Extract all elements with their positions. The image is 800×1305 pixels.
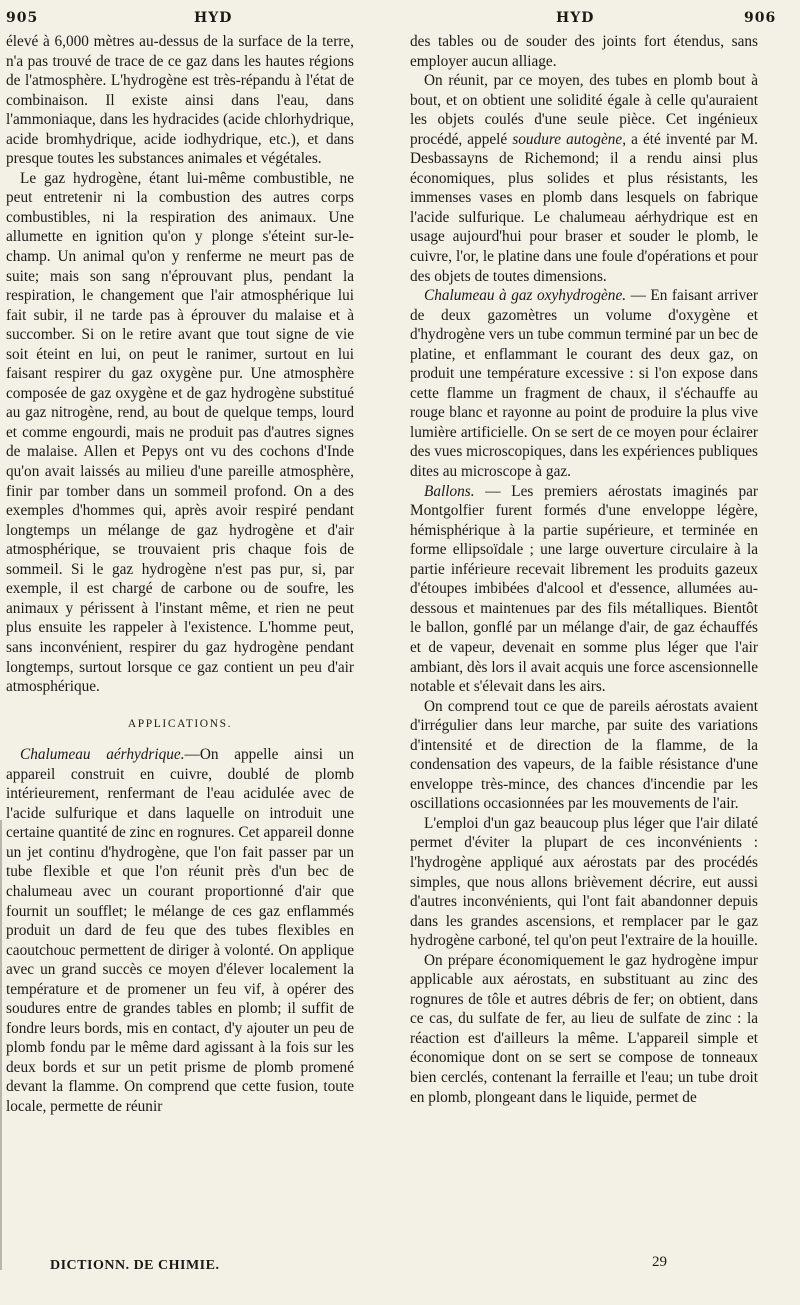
- signature-mark: 29: [652, 1254, 667, 1270]
- paragraph: [6, 745, 354, 1116]
- paragraph: [410, 71, 758, 286]
- right-column: [410, 32, 758, 1107]
- italic-term: soudure autogène: [512, 130, 623, 148]
- right-running-head: HYD: [556, 10, 595, 26]
- left-page-number: 905: [6, 10, 39, 26]
- entry-text: , a été inventé par M. Desbassayns de Richemond; il a rendu ainsi plus économiques, plus solides et plus résistants, les immenses vases en plomb dans lesquels on fabrique l'acide sulfurique. Le chalumeau aérhydrique est en usage aujourd'hui pour braser et souder le plomb, le cuivre, l'or, le platine dans une foule d'opérations et pour des objets de toutes dimensions.: [410, 130, 758, 285]
- paragraph: On prépare économiquement le gaz hydrogène impur applicable aux aérostats, en substituant au zinc des rognures de tôle et autres débris de fer; on obtient, dans ce cas, du sulfate de fer, au lieu de sulfate de zinc : la réaction est d'ailleurs la même. L'appareil simple et économique dont on se sert se compose de tonneaux bien cerclés, contenant la ferraille et l'eau; un tube droit en plomb, plongeant dans le liquide, permet de: [410, 951, 758, 1106]
- section-heading: APPLICATIONS.: [127, 717, 233, 730]
- left-running-head: HYD: [194, 10, 233, 26]
- entry-text: On réunit, par ce moyen, des tubes en plomb bout à bout, et on obtient une solidité égale à celle qu'auraient les objets coulés d'une seule pièce. Cet ingénieux procédé, appelé: [410, 72, 758, 148]
- entry-text: —On appelle ainsi un appareil construit en cuivre, doublé de plomb intérieurement, renfermant de l'eau acidulée avec de l'acide sulfurique et dans laquelle on introduit une certaine quantité de zinc en rognures. Cet appareil donne un jet continu d'hydrogène, que l'on fait passer par un tube flexible et que l'on réunit près d'un bec de chalumeau avec un courant proportionné d'air que fournit un soufflet; le mélange de ces gaz enflammés produit un dard de feu que des tubes flexibles en caoutchouc permettent de diriger à volonté. On applique avec un grand succès ce moyen d'élever localement la température et de promener un feu vif, à opérer des soudures entre de grandes tables en plomb; il suffit de fondre leurs bords, mis en contact, d'y ajouter un peu de plomb fondu par le même dard agissant à la fois sur les deux bords et sur un petit prisme de plomb promené devant la flamme. On comprend que cette fusion, toute locale, permette de réunir: [6, 746, 354, 1115]
- entry-term: Ballons.: [424, 482, 475, 500]
- paragraph: des tables ou de souder des joints fort étendus, sans employer aucun alliage.: [410, 33, 758, 70]
- paragraph: On comprend tout ce que de pareils aérostats avaient d'irrégulier dans leur marche, par suite des variations d'intensité et de direction de la flamme, de la condensation des vapeurs, de la faible résistance d'une enveloppe très-mince, des chances d'incendie par les oscillations occasionnées par les mouvements de l'air.: [410, 697, 758, 813]
- paragraph: Le gaz hydrogène, étant lui-même combustible, ne peut entretenir ni la combustion des autres corps combustibles, ni la respiration des animaux. Une allumette en ignition qu'on y plonge s'éteint sur-le-champ. Un animal qu'on y renferme ne meurt pas de suite; mais son sang n'éprouvant plus, pendant la respiration, le changement que l'air atmosphérique lui fait subir, il ne tarde pas à éprouver du malaise et à succomber. Si on le retire avant que tout signe de vie soit éteint en lui, on peut le ranimer, surtout en lui faisant respirer du gaz oxygène pur. Une atmosphère composée de gaz oxygène et de gaz hydrogène substitué au gaz nitrogène, rend, au bout de quelque temps, lourd et comme engourdi, mais ne produit pas d'autres signes de malaise. Allen et Pepys ont vu des cochons d'Inde qu'on avait laissés au milieu d'une pareille atmosphère, finir par tomber dans un sommeil profond. On a des exemples d'hommes qui, après avoir respiré pendant longtemps un mélange de gaz hydrogène et d'air atmosphérique, se trouvaient pris chaque fois de sommeil. Si le gaz hydrogène n'est pas pur, si, par exemple, il est chargé de carbone ou de soufre, les animaux y périssent à l'instant même, et rien ne peut plus ensuite les rappeler à l'existence. L'homme peut, sans inconvénient, respirer du gaz hydrogène pendant longtemps, surtout lorsque ce gaz contient un peu d'air atmosphérique.: [6, 169, 354, 696]
- entry-text: — Les premiers aérostats imaginés par Montgolfier furent formés d'une enveloppe légère, hémisphérique à la partie supérieure, et terminée en forme ellipsoïdale ; une large ouverture circulaire à la partie inférieure recevait librement les produits gazeux d'étoupes imbibées d'alcool et d'essence, allumées au-dessous et maintenues par des fils métalliques. Bientôt le ballon, gonflé par un mélange d'air, de gaz échauffés et de vapeur, devenait en somme plus léger que l'air ambiant, dès lors il avait acquis une force ascensionnelle notable et s'élevait dans les airs.: [410, 482, 758, 696]
- entry-term: Chalumeau à gaz oxyhydrogène.: [424, 287, 627, 305]
- paragraph: [410, 286, 758, 481]
- footer-book-title: DICTIONN. DE CHIMIE.: [50, 1258, 220, 1273]
- entry-text: — En faisant arriver de deux gazomètres un volume d'oxygène et d'hydrogène vers un tube commun terminé par un bec de platine, et enflammant le courant des deux gaz, on produit une température excessive : si l'on expose dans cette flamme un fragment de chaux, il s'échauffe au rouge blanc et rayonne au point de produire la plus vive lumière artificielle. On se sert de ce moyen pour éclairer des vues microscopiques, dans les expériences publiques dites au microscope à gaz.: [410, 287, 758, 481]
- right-page-number: 906: [744, 10, 777, 26]
- page-edge-shadow: [0, 820, 2, 1270]
- paragraph: élevé à 6,000 mètres au-dessus de la surface de la terre, n'a pas trouvé de trace de ce gaz dans les hautes régions de l'atmosphère. L'hydrogène est très-répandu à l'état de combinaison. Il existe ainsi dans l'eau, dans l'ammoniaque, dans les hydracides (acide chlorhydrique, acide bromhydrique, acide iodhydrique, etc.), et dans presque toutes les substances animales et végétales.: [6, 33, 354, 168]
- paragraph: L'emploi d'un gaz beaucoup plus léger que l'air dilaté permet d'éviter la plupart de ces inconvénients : l'hydrogène appliqué aux aérostats par des procédés simples, que nous allons brièvement décrire, eut aussi d'autres inconvénients, qui l'ont fait abandonner depuis dans les grandes ascensions, et remplacer par le gaz hydrogène carboné, tel qu'on peut l'extraire de la houille.: [410, 814, 758, 950]
- paragraph: [410, 482, 758, 697]
- left-column: [6, 32, 354, 1117]
- entry-term: Chalumeau aérhydrique.: [20, 746, 185, 764]
